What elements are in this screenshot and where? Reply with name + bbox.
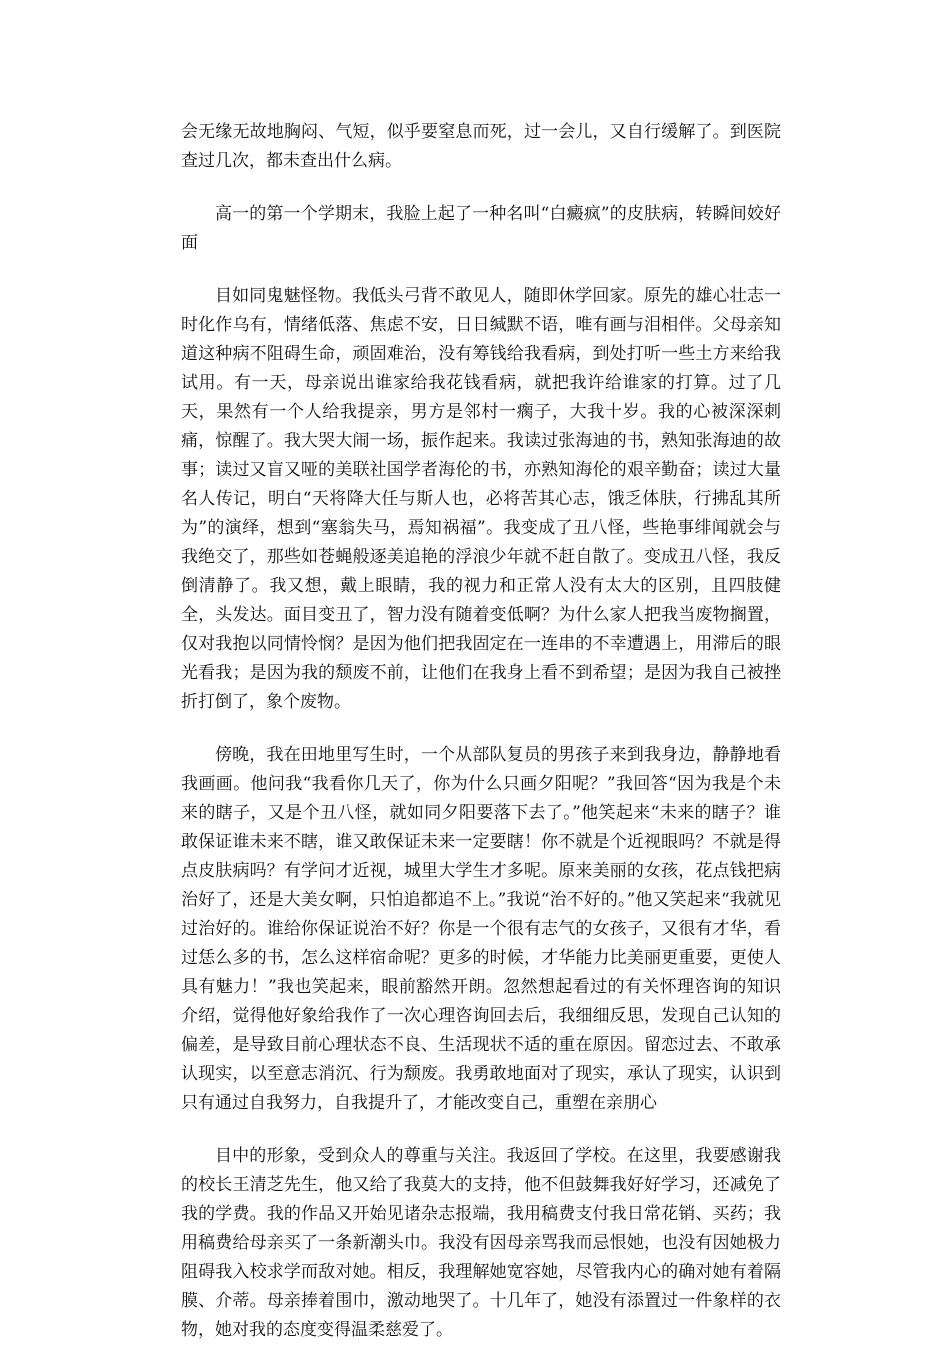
paragraph-5: 目中的形象，受到众人的尊重与关注。我返回了学校。在这里，我要感谢我的校长王清芝先生，他又给了我莫大的支持，他不但鼓舞我好好学习，还减免了我的学费。我的作品又开始见诸杂志报端，我用稿费支付我日常花销、买药；我用稿费给母亲买了一条新潮头巾。我没有因母亲骂我而忌恨她，也没有因她极力阻碍我入校求学而敌对她。相反，我理解她宽容她，尽管我内心的确对她有着隔膜、介蒂。母亲捧着围巾，激动地哭了。十几年了，她没有添置过一件象样的衣物，她对我的态度变得温柔慈爱了。 <box>181 1146 781 1340</box>
paragraph-2: 高一的第一个学期末，我脸上起了一种名叫“白癜疯”的皮肤病，转瞬间姣好面 <box>181 204 781 253</box>
paragraph-3: 目如同鬼魅怪物。我低头弓背不敢见人，随即休学回家。原先的雄心壮志一时化作乌有，情绪低落、焦虑不安，日日缄默不语，唯有画与泪相伴。父母亲知道这种病不阻碍生命，顽固难治，没有筹钱给我看病，到处打听一些土方来给我试用。有一天，母亲说出谁家给我花钱看病，就把我许给谁家的打算。过了几天，果然有一个人给我提亲，男方是邻村一瘸子，大我十岁。我的心被深深刺痛，惊醒了。我大哭大闹一场，振作起来。我读过张海迪的书，熟知张海迪的故事；读过又盲又哑的美联社国学者海伦的书，亦熟知海伦的艰辛勤奋；读过大量名人传记，明白“天将降大任与斯人也，必将苦其心志，饿乏体肤，行拂乱其所为”的演绎，想到“塞翁失马，焉知祸福”。我变成了丑八怪，些艳事绯闻就会与我绝交了，那些如苍蝇般逐美追艳的浮浪少年就不赶自散了。变成丑八怪，我反倒清静了。我又想，戴上眼睛，我的视力和正常人没有太大的区别，且四肢健全，头发达。面目变丑了，智力没有随着变低啊？为什么家人把我当废物搁置，仅对我抱以同情怜悯？是因为他们把我固定在一连串的不幸遭遇上，用滞后的眼光看我；是因为我的颓废不前，让他们在我身上看不到希望；是因为我自己被挫折打倒了，象个废物。 <box>181 286 781 712</box>
paragraph-1: 会无缘无故地胸闷、气短，似乎要窒息而死，过一会儿，又自行缓解了。到医院查过几次，都未查出什么病。 <box>181 122 781 171</box>
document-body <box>181 118 781 1369</box>
paragraph-4: 傍晚，我在田地里写生时，一个从部队复员的男孩子来到我身边，静静地看我画画。他问我“我看你几天了，你为什么只画夕阳呢？”我回答“因为我是个未来的瞎子，又是个丑八怪，就如同夕阳要落下去了。”他笑起来“未来的瞎子？谁敢保证谁未来不瞎，谁又敢保证未来一定要瞎！你不就是个近视眼吗？不就是得点皮肤病吗？有学问才近视，城里大学生才多呢。原来美丽的女孩，花点钱把病治好了，还是大美女啊，只怕追都追不上。”我说“治不好的。”他又笑起来“我就见过治好的。谁给你保证说治不好？你是一个很有志气的女孩子，又很有才华，看过恁么多的书，怎么这样宿命呢？更多的时候，才华能力比美丽更重要，更使人具有魅力！”我也笑起来，眼前豁然开朗。忽然想起看过的有关怀理咨询的知识介绍，觉得他好象给我作了一次心理咨询回去后，我细细反思，发现自己认知的偏差，是导致目前心理状态不良、生活现状不适的重在原因。留恋过去、不敢承认现实，以至意志消沉、行为颓废。我勇敢地面对了现实，承认了现实，认识到只有通过自我努力，自我提升了，才能改变自己，重塑在亲朋心 <box>181 745 781 1113</box>
